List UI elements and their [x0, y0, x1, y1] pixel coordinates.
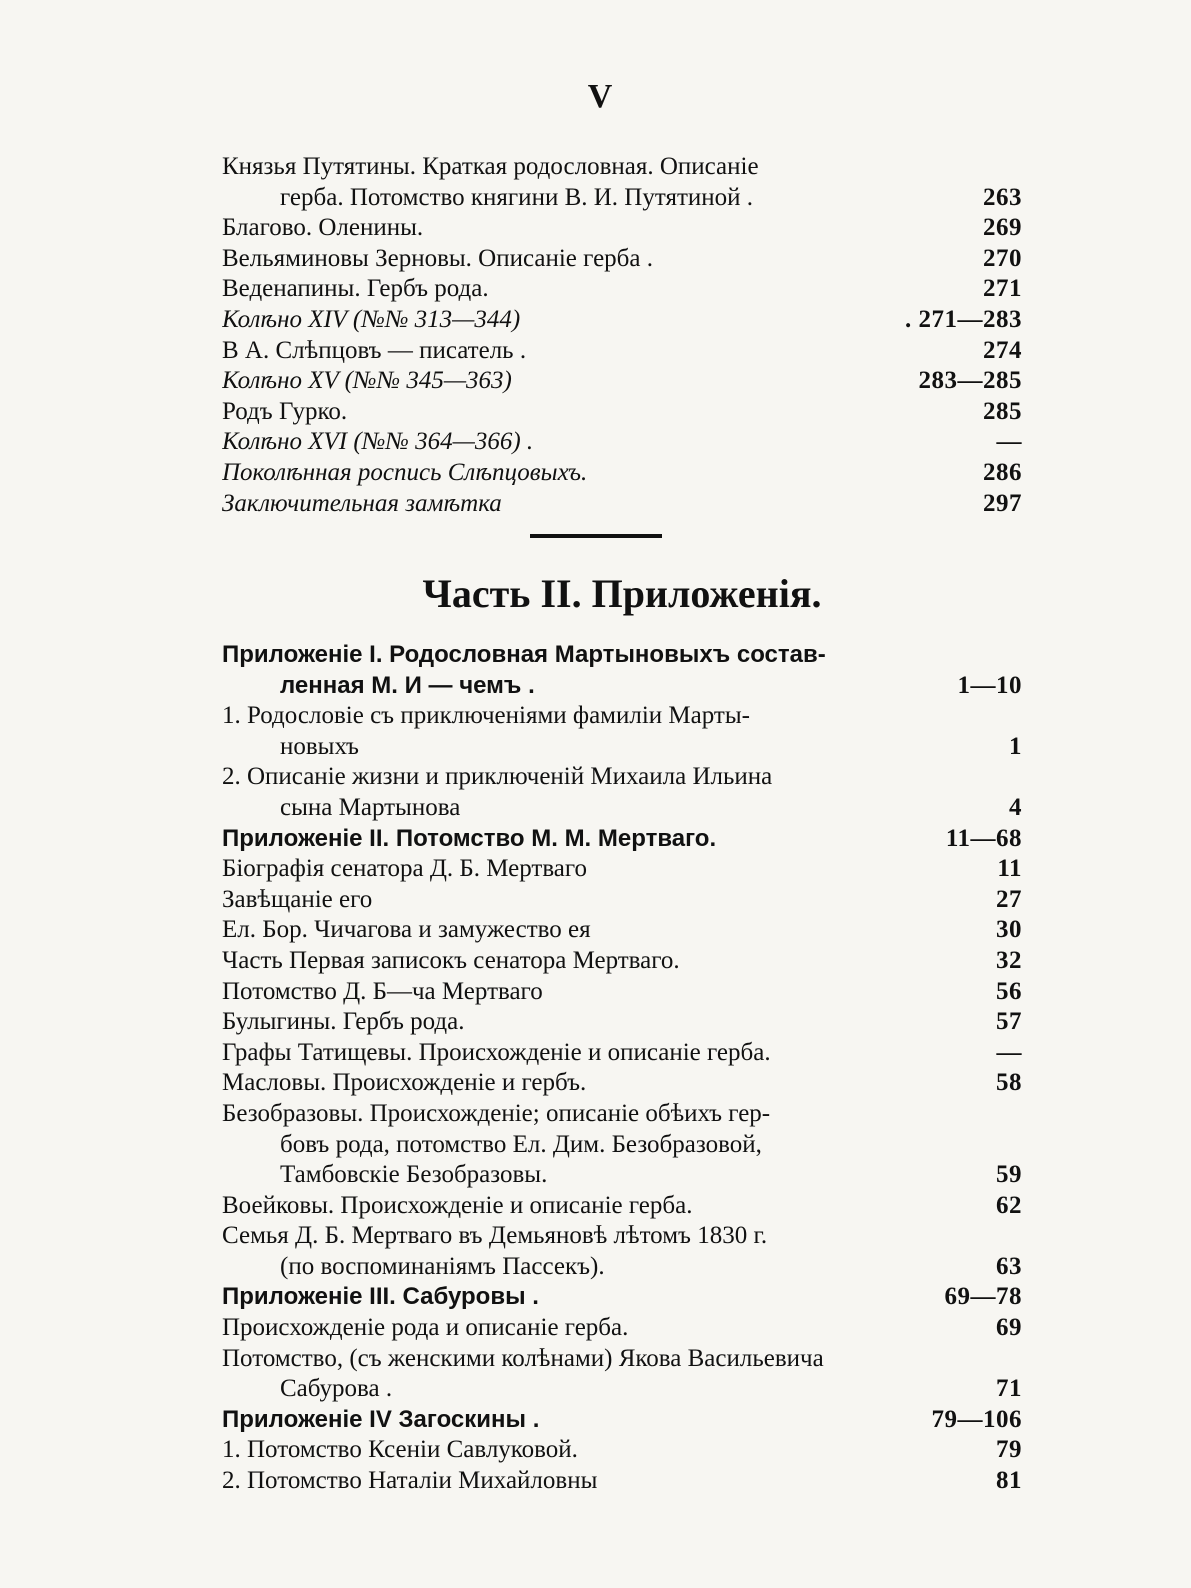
toc-entry-title: Заключительная замѣтка	[222, 489, 502, 517]
toc-entry	[222, 152, 1022, 183]
toc-entry-page: 270	[983, 244, 1022, 272]
toc-entry-page: 271	[983, 275, 1022, 303]
toc-entry-page: 30	[996, 916, 1022, 944]
toc-entry	[222, 1160, 1022, 1191]
toc-entry-title: Часть Первая записокъ сенатора Мертваго.	[222, 946, 680, 974]
toc-entry-title: 2. Потомство Наталіи Михайловны	[222, 1467, 598, 1495]
toc-entry-title: Потомство Д. Б—ча Мертваго	[222, 977, 543, 1005]
toc-entry-title: Приложеніе I. Родословная Мартыновыхъ состав-	[222, 641, 826, 668]
toc-entry	[222, 397, 1022, 428]
toc-entry-title: Вельяминовы Зерновы. Описаніе герба .	[222, 244, 653, 272]
toc-entry-title: Приложеніе III. Сабуровы .	[222, 1283, 539, 1311]
toc-entry	[222, 336, 1022, 367]
toc-entry	[222, 1099, 1022, 1130]
toc-entry-page: —	[996, 428, 1022, 456]
toc-entry	[222, 1374, 1022, 1405]
toc-entry-title: Графы Татищевы. Происхожденіе и описаніе герба.	[222, 1038, 771, 1066]
toc-entry-title: 1. Родословіе съ приключеніями фамиліи Марты-	[222, 702, 750, 730]
toc-entry-title: Веденапины. Гербъ рода.	[222, 275, 489, 303]
toc-entry	[222, 977, 1022, 1008]
toc-entry	[222, 305, 1022, 336]
page-number: V	[587, 78, 613, 115]
toc-entry	[222, 1068, 1022, 1099]
toc-entry	[222, 183, 1022, 214]
toc-entry	[222, 1466, 1022, 1497]
toc-entry-page: 11—68	[945, 824, 1022, 852]
toc-entry	[222, 1007, 1022, 1038]
toc-entry	[222, 244, 1022, 275]
toc-entry-page: 63	[996, 1252, 1022, 1280]
toc-entry	[222, 458, 1022, 489]
toc-entry	[222, 1038, 1022, 1069]
toc-entry-page: 81	[996, 1467, 1022, 1495]
toc-entry	[222, 427, 1022, 458]
toc-entry-page: 79—106	[931, 1405, 1022, 1433]
section-divider	[530, 534, 662, 538]
toc-entry-title: новыхъ	[280, 732, 359, 760]
toc-entry	[222, 1282, 1022, 1313]
toc-entry-title: Біографія сенатора Д. Б. Мертваго	[222, 855, 588, 883]
toc-entry-title: Поколѣнная роспись Слѣпцовыхъ.	[222, 458, 588, 486]
toc-entry-page: 59	[996, 1161, 1022, 1189]
toc-entry-title: Булыгины. Гербъ рода.	[222, 1008, 465, 1036]
toc-entry-page: 69—78	[944, 1283, 1022, 1311]
toc-entry-page: . 271—283	[905, 305, 1022, 333]
toc-entry-title: герба. Потомство княгини В. И. Путятиной .	[280, 183, 754, 211]
toc-entry	[222, 1435, 1022, 1466]
toc-entry-title: Князья Путятины. Краткая родословная. Описаніе	[222, 153, 759, 180]
toc-entry	[222, 1130, 1022, 1161]
toc-entry-title: Завѣщаніе его	[222, 885, 373, 913]
toc-entry-page: 269	[983, 214, 1022, 242]
toc-entry-page: 69	[996, 1314, 1022, 1342]
toc-entry-title: Происхожденіе рода и описаніе герба.	[222, 1314, 629, 1342]
toc-entry	[222, 1313, 1022, 1344]
toc-entry-page: 274	[983, 336, 1022, 364]
toc-entry-title: ленная М. И — чемъ .	[280, 671, 535, 699]
toc-entry-page: 285	[983, 397, 1022, 425]
toc-entry-title: Родъ Гурко.	[222, 397, 348, 425]
toc-entry-page: 57	[996, 1008, 1022, 1036]
toc-entry-page: 283—285	[918, 367, 1022, 395]
toc-entry-title: В А. Слѣпцовъ — писатель .	[222, 336, 527, 364]
toc-entry	[222, 824, 1022, 855]
toc-entry-page: 79	[996, 1436, 1022, 1464]
toc-entry-title: Масловы. Происхожденіе и гербъ.	[222, 1069, 587, 1097]
toc-entry-title: Семья Д. Б. Мертваго въ Демьяновѣ лѣтомъ 1830 г.	[222, 1222, 768, 1250]
part-title: Часть II. Приложенія.	[422, 571, 822, 616]
toc-entry-page: 71	[996, 1375, 1022, 1403]
toc-entry	[222, 640, 1022, 671]
toc-entry-title: Приложеніе IV Загоскины .	[222, 1405, 540, 1433]
toc-entry	[222, 671, 1022, 702]
toc-section-2	[222, 640, 1022, 1497]
toc-entry-page: 4	[1009, 793, 1022, 821]
toc-entry-title: Безобразовы. Происхожденіе; описаніе обѣихъ гер-	[222, 1099, 771, 1127]
toc-entry-page: 32	[996, 946, 1022, 974]
toc-entry-page: 263	[983, 183, 1022, 211]
toc-entry-title: Сабурова .	[280, 1375, 393, 1403]
toc-entry-page: 56	[996, 977, 1022, 1005]
toc-entry	[222, 1252, 1022, 1283]
toc-entry-title: 1. Потомство Ксеніи Савлуковой.	[222, 1436, 578, 1464]
toc-entry-title: 2. Описаніе жизни и приключеній Михаила Ильина	[222, 763, 773, 791]
toc-entry	[222, 1221, 1022, 1252]
toc-entry-title: Потомство, (съ женскими колѣнами) Якова Васильевича	[222, 1344, 824, 1372]
toc-entry-page: 1	[1009, 732, 1022, 760]
toc-entry-page: 297	[983, 489, 1022, 517]
toc-entry	[222, 274, 1022, 305]
toc-entry	[222, 701, 1022, 732]
toc-entry	[222, 885, 1022, 916]
toc-entry	[222, 915, 1022, 946]
toc-entry-title: Колѣно XVI (№№ 364—366) .	[222, 428, 534, 456]
toc-entry	[222, 732, 1022, 763]
toc-entry	[222, 1344, 1022, 1375]
toc-entry-title: Колѣно XV (№№ 345—363)	[222, 367, 512, 395]
toc-entry-page: 1—10	[957, 671, 1022, 699]
toc-entry	[222, 854, 1022, 885]
toc-section-1	[222, 152, 1022, 519]
toc-entry-title: Колѣно XIV (№№ 313—344)	[222, 305, 521, 333]
toc-entry-page: —	[996, 1038, 1022, 1066]
toc-entry	[222, 946, 1022, 977]
toc-entry	[222, 762, 1022, 793]
toc-entry	[222, 366, 1022, 397]
toc-entry-title: сына Мартынова	[280, 793, 461, 821]
toc-entry	[222, 793, 1022, 824]
toc-entry	[222, 489, 1022, 520]
toc-entry	[222, 1191, 1022, 1222]
toc-entry-title: Тамбовскіе Безобразовы.	[280, 1161, 548, 1189]
toc-entry	[222, 1405, 1022, 1436]
toc-entry-page: 62	[996, 1191, 1022, 1219]
toc-entry-title: Воейковы. Происхожденіе и описаніе герба.	[222, 1191, 693, 1219]
toc-entry-page: 11	[997, 855, 1022, 883]
toc-entry	[222, 213, 1022, 244]
toc-entry-title: Ел. Бор. Чичагова и замужество ея	[222, 916, 591, 944]
toc-entry-title: (по воспоминаніямъ Пассекъ).	[280, 1252, 605, 1280]
toc-entry-page: 58	[996, 1069, 1022, 1097]
toc-entry-title: Благово. Оленины.	[222, 214, 424, 242]
toc-entry-page: 27	[996, 885, 1022, 913]
toc-entry-title: бовъ рода, потомство Ел. Дим. Безобразовой,	[280, 1130, 762, 1158]
toc-entry-page: 286	[983, 458, 1022, 486]
toc-entry-title: Приложеніе II. Потомство М. М. Мертваго.	[222, 824, 717, 852]
